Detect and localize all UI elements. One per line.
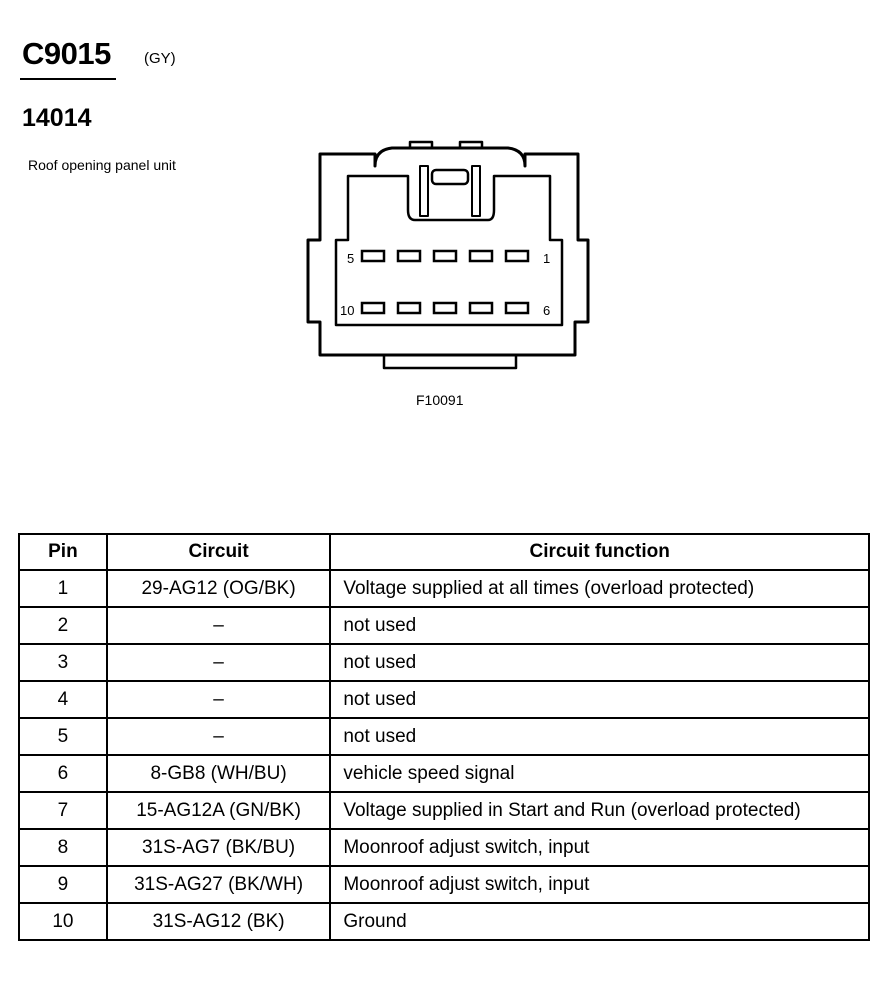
- header-circuit: Circuit: [107, 534, 331, 570]
- table-header-row: [19, 534, 869, 570]
- pin-cell: 9: [19, 866, 107, 903]
- function-cell: not used: [330, 718, 869, 755]
- circuit-cell: –: [107, 681, 331, 718]
- pin-label-10: 10: [340, 303, 355, 318]
- component-name: Roof opening panel unit: [28, 157, 176, 173]
- title-underline: [20, 78, 116, 80]
- pinout-table: [18, 533, 870, 941]
- pin-cell: 1: [19, 570, 107, 607]
- table-row: [19, 718, 869, 755]
- header-function: Circuit function: [330, 534, 869, 570]
- table-row: [19, 681, 869, 718]
- function-cell: not used: [330, 681, 869, 718]
- pin-cell: 8: [19, 829, 107, 866]
- circuit-cell: –: [107, 644, 331, 681]
- pin-cell: 10: [19, 903, 107, 940]
- function-cell: Ground: [330, 903, 869, 940]
- circuit-cell: –: [107, 718, 331, 755]
- function-cell: Voltage supplied at all times (overload protected): [330, 570, 869, 607]
- circuit-cell: 31S-AG7 (BK/BU): [107, 829, 331, 866]
- function-cell: Moonroof adjust switch, input: [330, 866, 869, 903]
- circuit-cell: 31S-AG12 (BK): [107, 903, 331, 940]
- function-cell: vehicle speed signal: [330, 755, 869, 792]
- pin-cell: 2: [19, 607, 107, 644]
- part-number: 14014: [22, 104, 92, 132]
- table-row: [19, 866, 869, 903]
- circuit-cell: –: [107, 607, 331, 644]
- table-row: [19, 570, 869, 607]
- function-cell: not used: [330, 607, 869, 644]
- connector-diagram: [300, 140, 600, 380]
- header-pin: Pin: [19, 534, 107, 570]
- circuit-cell: 8-GB8 (WH/BU): [107, 755, 331, 792]
- connector-id: C9015: [22, 36, 111, 71]
- function-cell: Voltage supplied in Start and Run (overload protected): [330, 792, 869, 829]
- pin-cell: 3: [19, 644, 107, 681]
- table-row: [19, 607, 869, 644]
- table-row: [19, 644, 869, 681]
- pin-label-1: 1: [543, 251, 551, 266]
- circuit-cell: 15-AG12A (GN/BK): [107, 792, 331, 829]
- pin-label-6: 6: [543, 303, 551, 318]
- circuit-cell: 29-AG12 (OG/BK): [107, 570, 331, 607]
- pin-label-5: 5: [347, 251, 355, 266]
- pin-cell: 4: [19, 681, 107, 718]
- table-row: [19, 903, 869, 940]
- function-cell: Moonroof adjust switch, input: [330, 829, 869, 866]
- function-cell: not used: [330, 644, 869, 681]
- table-row: [19, 792, 869, 829]
- pin-cell: 6: [19, 755, 107, 792]
- connector-color: (GY): [144, 50, 176, 67]
- figure-label: F10091: [416, 392, 464, 408]
- pin-cell: 5: [19, 718, 107, 755]
- table-row: [19, 755, 869, 792]
- pin-cell: 7: [19, 792, 107, 829]
- circuit-cell: 31S-AG27 (BK/WH): [107, 866, 331, 903]
- table-row: [19, 829, 869, 866]
